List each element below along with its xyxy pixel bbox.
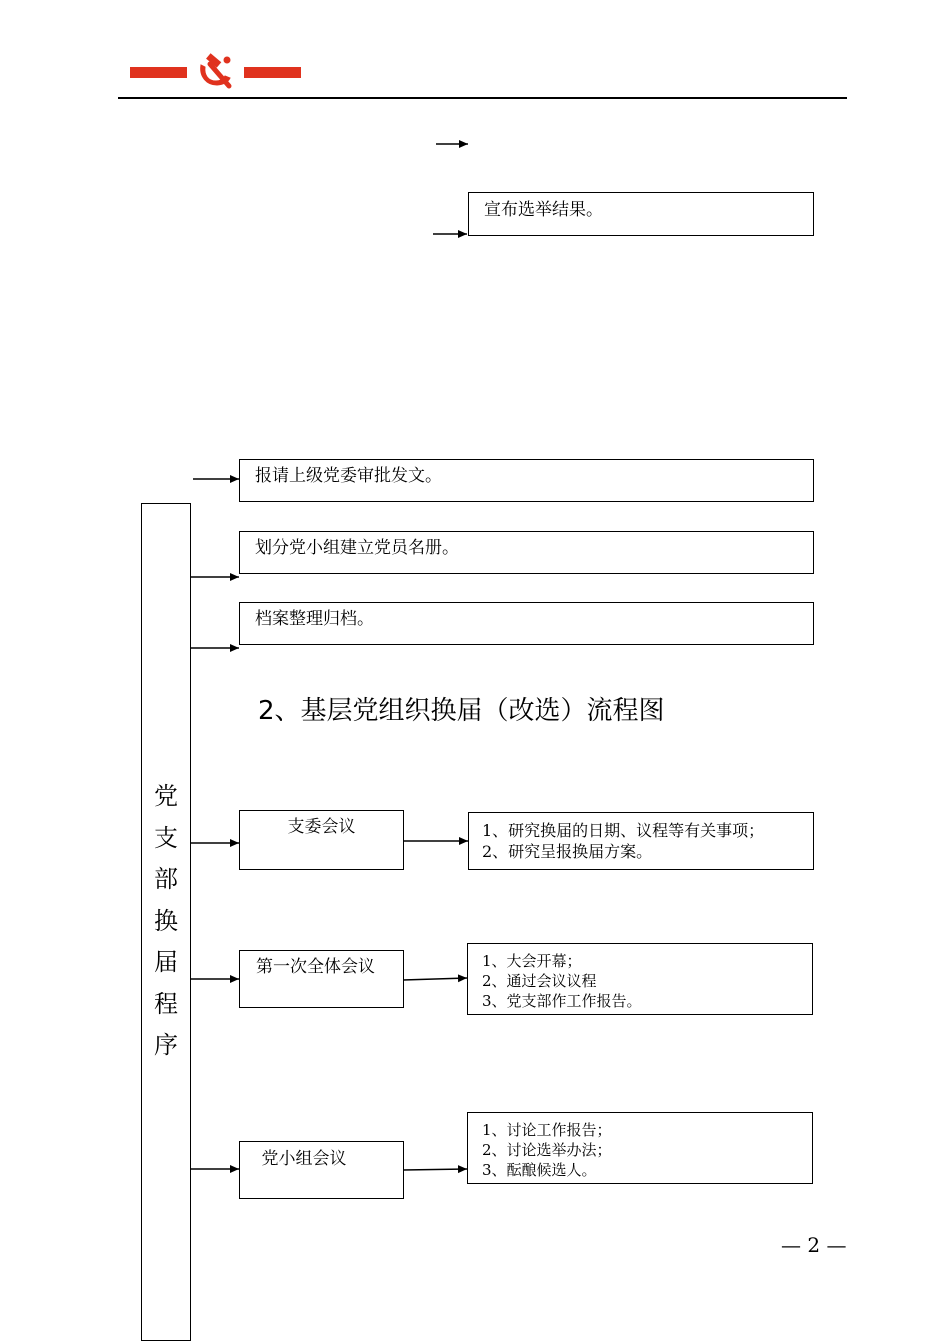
vertical-char: 支 bbox=[154, 823, 178, 852]
detail-item: 1、大会开幕； bbox=[482, 952, 582, 970]
step-title: 支委会议 bbox=[287, 817, 356, 837]
detail-item: 2、讨论选举办法； bbox=[482, 1141, 612, 1159]
report-approval-text: 报请上级党委审批发文。 bbox=[255, 466, 442, 486]
vertical-char: 党 bbox=[154, 782, 178, 810]
detail-item: 1、研究换届的日期、议程等有关事项； bbox=[482, 821, 765, 840]
step-title: 党小组会议 bbox=[261, 1149, 347, 1169]
vertical-char: 部 bbox=[154, 865, 178, 893]
detail-item: 1、讨论工作报告； bbox=[482, 1121, 612, 1139]
detail-text bbox=[482, 820, 764, 862]
divide-groups-text: 划分党小组建立党员名册。 bbox=[255, 538, 459, 558]
vertical-char: 换 bbox=[154, 906, 178, 935]
vertical-label bbox=[141, 776, 191, 1067]
detail-text bbox=[482, 951, 642, 1011]
detail-text bbox=[482, 1120, 612, 1180]
vertical-char: 届 bbox=[154, 948, 178, 976]
detail-item: 2、研究呈报换届方案。 bbox=[482, 842, 653, 861]
vertical-char: 程 bbox=[154, 989, 178, 1018]
section-heading: 2、基层党组织换届（改选）流程图 bbox=[258, 696, 665, 726]
vertical-char: 序 bbox=[154, 1031, 178, 1059]
archive-text: 档案整理归档。 bbox=[255, 609, 374, 629]
page-number: — 2 — bbox=[781, 1233, 847, 1257]
detail-item: 3、党支部作工作报告。 bbox=[482, 992, 642, 1010]
arrow-step2-detail bbox=[403, 978, 467, 980]
step-title: 第一次全体会议 bbox=[256, 957, 375, 977]
detail-item: 2、通过会议议程 bbox=[482, 972, 597, 990]
detail-item: 3、酝酿候选人。 bbox=[482, 1161, 597, 1179]
arrow-step3-detail bbox=[403, 1169, 467, 1170]
announce-result-text: 宣布选举结果。 bbox=[484, 200, 603, 220]
